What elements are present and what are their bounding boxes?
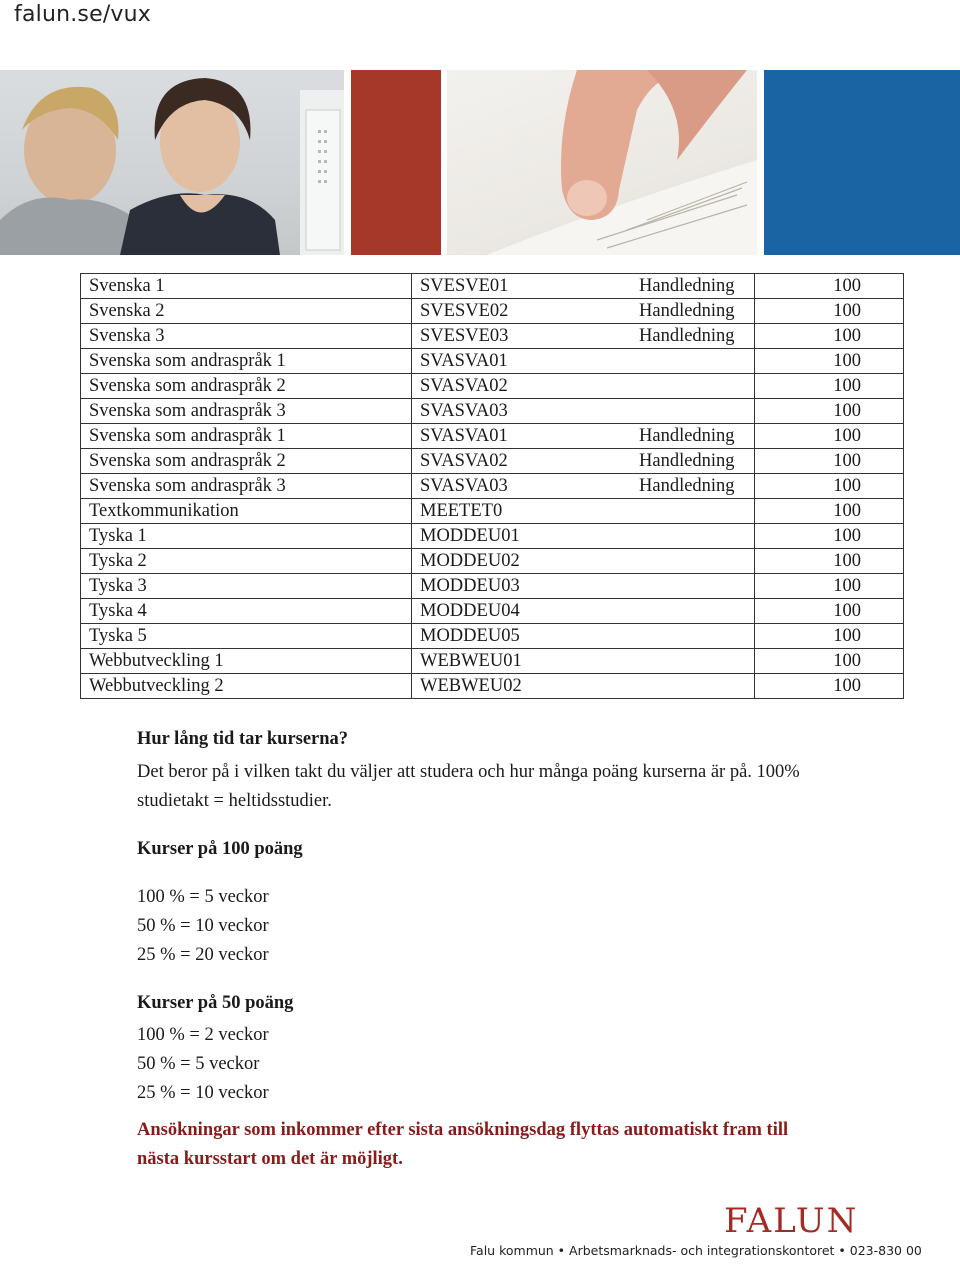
course-points: 100 <box>755 524 904 549</box>
course-code-cell <box>412 274 755 299</box>
course-code: MODDEU04 <box>420 601 520 621</box>
course-code-cell <box>412 574 755 599</box>
table-row <box>81 499 904 524</box>
courses-100-heading: Kurser på 100 poäng <box>137 839 303 859</box>
courses-100-line: 50 % = 10 veckor <box>137 916 269 936</box>
course-points: 100 <box>755 549 904 574</box>
course-name: Webbutveckling 2 <box>81 674 412 699</box>
course-note: Handledning <box>639 426 735 446</box>
course-code: SVESVE02 <box>420 301 509 321</box>
courses-50-heading: Kurser på 50 poäng <box>137 993 294 1013</box>
course-name: Svenska som andraspråk 1 <box>81 349 412 374</box>
course-code-cell <box>412 624 755 649</box>
course-note: Handledning <box>639 301 735 321</box>
duration-heading: Hur lång tid tar kurserna? <box>137 729 349 749</box>
course-points: 100 <box>755 449 904 474</box>
course-note: Handledning <box>639 326 735 346</box>
course-name: Svenska 2 <box>81 299 412 324</box>
course-code-cell <box>412 674 755 699</box>
course-name: Tyska 1 <box>81 524 412 549</box>
courses-50-line: 50 % = 5 veckor <box>137 1054 260 1074</box>
course-points: 100 <box>755 424 904 449</box>
course-code: SVASVA03 <box>420 476 508 496</box>
course-code: MODDEU05 <box>420 626 520 646</box>
course-code: SVASVA02 <box>420 451 508 471</box>
course-code: WEBWEU01 <box>420 651 522 671</box>
courses-50-line: 100 % = 2 veckor <box>137 1025 269 1045</box>
book-photo <box>447 70 757 255</box>
course-points: 100 <box>755 374 904 399</box>
course-code: SVASVA03 <box>420 401 508 421</box>
course-code-cell <box>412 499 755 524</box>
course-code-cell <box>412 424 755 449</box>
students-photo <box>0 70 344 255</box>
course-name: Svenska 1 <box>81 274 412 299</box>
course-code-cell <box>412 349 755 374</box>
courses-100-line: 25 % = 20 veckor <box>137 945 269 965</box>
course-note: Handledning <box>639 451 735 471</box>
course-name: Svenska som andraspråk 2 <box>81 374 412 399</box>
course-points: 100 <box>755 274 904 299</box>
course-code: SVASVA02 <box>420 376 508 396</box>
table-row <box>81 399 904 424</box>
table-row <box>81 324 904 349</box>
course-code: MODDEU01 <box>420 526 520 546</box>
table-row <box>81 574 904 599</box>
header-banner <box>0 70 960 255</box>
table-row <box>81 474 904 499</box>
course-points: 100 <box>755 399 904 424</box>
course-code: MODDEU02 <box>420 551 520 571</box>
course-note: Handledning <box>639 276 735 296</box>
course-name: Svenska som andraspråk 1 <box>81 424 412 449</box>
course-code-cell <box>412 649 755 674</box>
table-row <box>81 274 904 299</box>
table-row <box>81 449 904 474</box>
table-row <box>81 599 904 624</box>
course-code: MODDEU03 <box>420 576 520 596</box>
table-row <box>81 649 904 674</box>
falun-logo: FALUN <box>724 1201 859 1241</box>
course-points: 100 <box>755 324 904 349</box>
table-row <box>81 424 904 449</box>
application-notice: Ansökningar som inkommer efter sista ansökningsdag flyttas automatiskt fram till <box>137 1120 789 1140</box>
table-row <box>81 674 904 699</box>
course-name: Textkommunikation <box>81 499 412 524</box>
course-code-cell <box>412 474 755 499</box>
course-points: 100 <box>755 574 904 599</box>
course-code: SVESVE03 <box>420 326 509 346</box>
courses-100-line: 100 % = 5 veckor <box>137 887 269 907</box>
course-points: 100 <box>755 349 904 374</box>
application-notice: nästa kursstart om det är möjligt. <box>137 1149 403 1169</box>
course-code-cell <box>412 599 755 624</box>
site-url: falun.se/vux <box>14 2 152 27</box>
course-name: Svenska 3 <box>81 324 412 349</box>
course-code: MEETET0 <box>420 501 503 521</box>
red-color-panel <box>351 70 441 255</box>
course-points: 100 <box>755 299 904 324</box>
course-code: SVESVE01 <box>420 276 509 296</box>
course-name: Webbutveckling 1 <box>81 649 412 674</box>
course-points: 100 <box>755 499 904 524</box>
course-name: Tyska 5 <box>81 624 412 649</box>
course-name: Tyska 2 <box>81 549 412 574</box>
course-code-cell <box>412 299 755 324</box>
table-row <box>81 524 904 549</box>
course-code-cell <box>412 524 755 549</box>
course-code-cell <box>412 399 755 424</box>
table-row <box>81 349 904 374</box>
course-table <box>80 273 904 699</box>
course-note: Handledning <box>639 476 735 496</box>
table-row <box>81 549 904 574</box>
course-name: Svenska som andraspråk 3 <box>81 474 412 499</box>
table-row <box>81 299 904 324</box>
course-code: SVASVA01 <box>420 426 508 446</box>
course-code-cell <box>412 549 755 574</box>
table-row <box>81 624 904 649</box>
course-points: 100 <box>755 474 904 499</box>
course-points: 100 <box>755 599 904 624</box>
course-code: SVASVA01 <box>420 351 508 371</box>
course-code-cell <box>412 324 755 349</box>
course-name: Tyska 3 <box>81 574 412 599</box>
course-name: Svenska som andraspråk 2 <box>81 449 412 474</box>
course-name: Tyska 4 <box>81 599 412 624</box>
table-row <box>81 374 904 399</box>
course-points: 100 <box>755 649 904 674</box>
blue-color-panel <box>764 70 960 255</box>
duration-text: Det beror på i vilken takt du väljer att studera och hur många poäng kurserna är på. 100% studietakt = heltidsstudier. <box>137 762 800 811</box>
course-name: Svenska som andraspråk 3 <box>81 399 412 424</box>
course-points: 100 <box>755 674 904 699</box>
footer-contact: Falu kommun • Arbetsmarknads- och integrationskontoret • 023-830 00 <box>470 1243 922 1258</box>
courses-50-line: 25 % = 10 veckor <box>137 1083 269 1103</box>
course-info <box>137 726 857 1174</box>
course-code-cell <box>412 449 755 474</box>
course-points: 100 <box>755 624 904 649</box>
course-code: WEBWEU02 <box>420 676 522 696</box>
course-code-cell <box>412 374 755 399</box>
